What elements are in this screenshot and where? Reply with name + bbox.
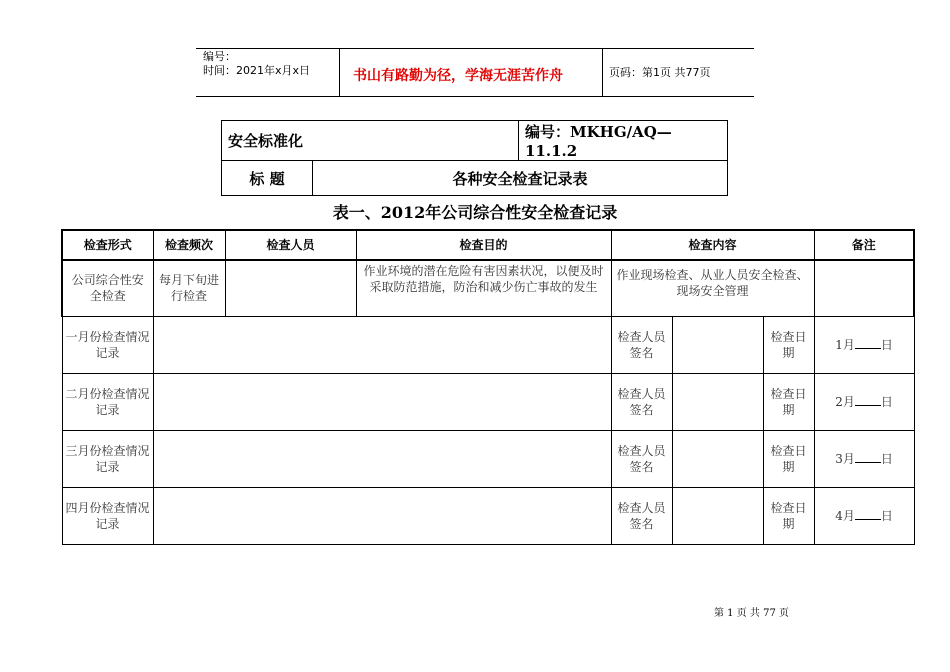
column-header: 检查人员 [225, 230, 356, 260]
inspection-form-cell: 公司综合性安全检查 [62, 260, 153, 316]
inspection-info-row [62, 260, 914, 316]
header-divider-right [602, 48, 603, 96]
title-label: 标 题 [222, 161, 313, 196]
header-bottom-rule [196, 96, 754, 97]
month-label-cell: 二月份检查情况记录 [62, 373, 153, 430]
signature-entry-cell[interactable] [672, 316, 763, 373]
inspection-content-cell: 作业现场检查、从业人员安全检查、现场安全管理 [611, 260, 814, 316]
page-footer: 第 1 页 共 77 页 [714, 608, 789, 619]
date-label-cell: 检查日期 [763, 373, 814, 430]
table-row [62, 430, 914, 487]
date-entry-cell[interactable] [814, 487, 914, 544]
column-header: 备注 [814, 230, 914, 260]
header-page-label: 页码：第1页 共77页 [609, 66, 711, 79]
table-row [62, 487, 914, 544]
sign-label-cell: 检查人员签名 [611, 487, 672, 544]
signature-entry-cell[interactable] [672, 430, 763, 487]
inspection-purpose-cell: 作业环境的潜在危险有害因素状况，以便及时采取防范措施，防治和减少伤亡事故的发生 [356, 260, 611, 316]
date-day-blank[interactable] [855, 393, 881, 406]
column-header: 检查频次 [153, 230, 225, 260]
table-title: 表一、2012年公司综合性安全检查记录 [332, 203, 618, 222]
date-day-blank[interactable] [855, 336, 881, 349]
signature-entry-cell[interactable] [672, 373, 763, 430]
record-entry-cell[interactable] [153, 430, 611, 487]
inspection-frequency-cell: 每月下旬进行检查 [153, 260, 225, 316]
record-entry-cell[interactable] [153, 316, 611, 373]
date-label-cell: 检查日期 [763, 487, 814, 544]
header-motto: 书山有路勤为径，学海无涯苦作舟 [353, 68, 563, 84]
table-header-row [62, 230, 914, 260]
date-day-unit: 日 [880, 395, 893, 409]
date-day-unit: 日 [880, 452, 893, 466]
date-entry-cell[interactable] [814, 430, 914, 487]
date-entry-cell[interactable] [814, 316, 914, 373]
date-month: 4月 [835, 509, 855, 523]
table-row [62, 373, 914, 430]
record-entry-cell[interactable] [153, 487, 611, 544]
sign-label-cell: 检查人员签名 [611, 316, 672, 373]
date-day-blank[interactable] [855, 507, 881, 520]
document-code: 编号：MKHG/AQ—11.1.2 [519, 121, 728, 161]
date-month: 2月 [835, 395, 855, 409]
date-month: 3月 [835, 452, 855, 466]
document-title-box [221, 120, 728, 196]
sign-label-cell: 检查人员签名 [611, 430, 672, 487]
header-divider-left [339, 48, 340, 96]
header-number-label: 编号： [203, 50, 236, 63]
column-header: 检查形式 [62, 230, 153, 260]
table-row [62, 316, 914, 373]
date-entry-cell[interactable] [814, 373, 914, 430]
record-entry-cell[interactable] [153, 373, 611, 430]
inspectors-cell[interactable] [225, 260, 356, 316]
month-label-cell: 一月份检查情况记录 [62, 316, 153, 373]
date-day-unit: 日 [880, 509, 893, 523]
header-time-label: 时间：2021年x月x日 [203, 64, 311, 77]
header-top-rule [196, 48, 754, 49]
category-cell: 安全标准化 [222, 121, 519, 161]
date-label-cell: 检查日期 [763, 316, 814, 373]
date-day-blank[interactable] [855, 450, 881, 463]
remark-cell[interactable] [814, 260, 914, 316]
column-header: 检查目的 [356, 230, 611, 260]
month-label-cell: 四月份检查情况记录 [62, 487, 153, 544]
date-label-cell: 检查日期 [763, 430, 814, 487]
sign-label-cell: 检查人员签名 [611, 373, 672, 430]
month-label-cell: 三月份检查情况记录 [62, 430, 153, 487]
title-value: 各种安全检查记录表 [313, 161, 728, 196]
date-month: 1月 [835, 338, 855, 352]
inspection-table [61, 229, 915, 545]
column-header: 检查内容 [611, 230, 814, 260]
date-day-unit: 日 [880, 338, 893, 352]
signature-entry-cell[interactable] [672, 487, 763, 544]
